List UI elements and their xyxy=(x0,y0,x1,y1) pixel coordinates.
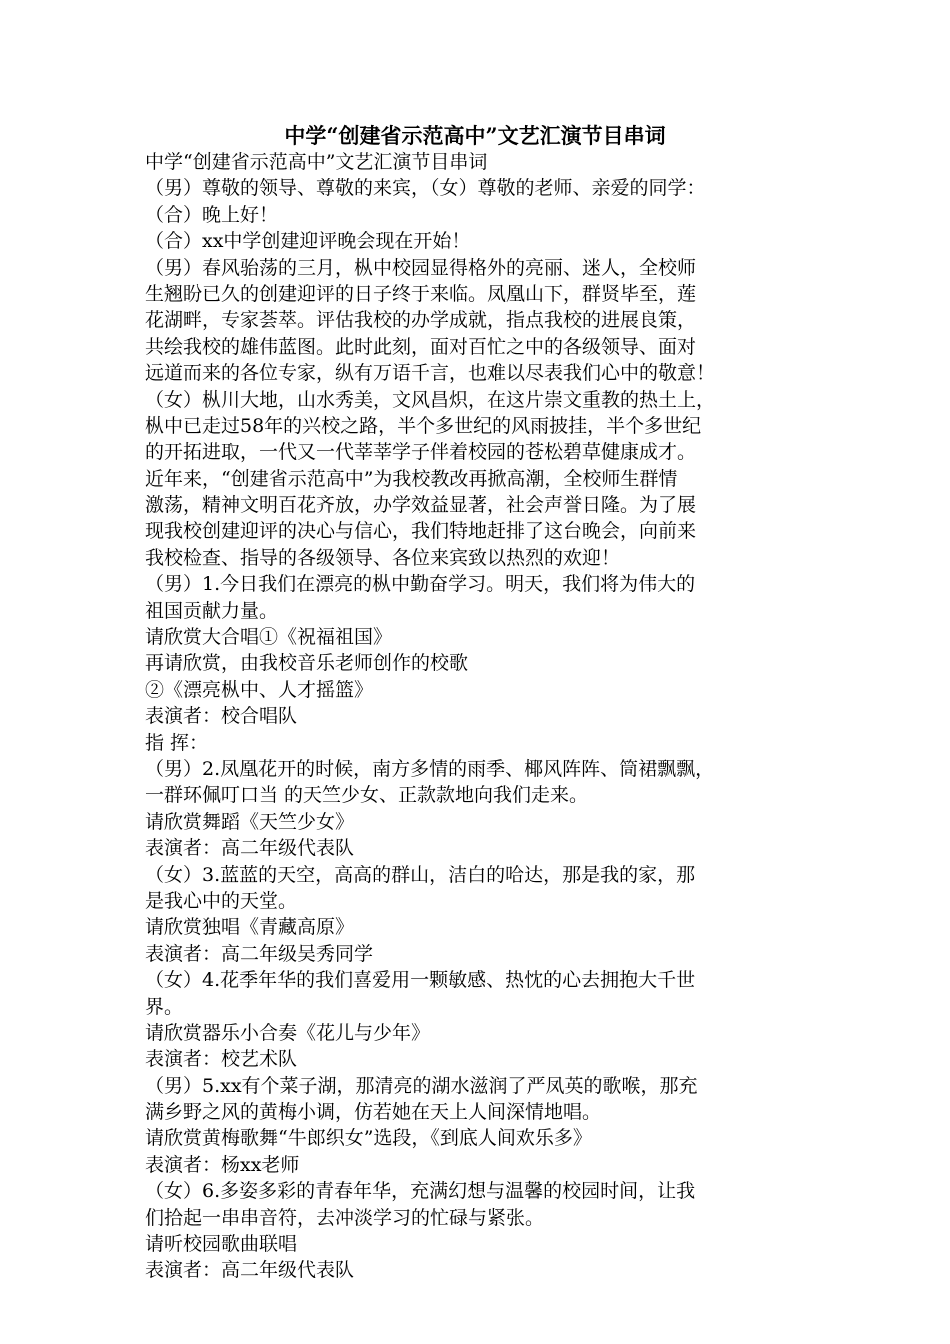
text-line: 一群环佩叮口当 的天竺少女、正款款地向我们走来。 xyxy=(145,784,589,807)
text-line: （男）1.今日我们在漂亮的枞中勤奋学习。明天，我们将为伟大的 xyxy=(145,573,696,596)
text-line: （男）2.凤凰花开的时候，南方多情的雨季、椰风阵阵、筒裙飘飘， xyxy=(145,757,715,780)
text-line: 表演者：校合唱队 xyxy=(145,705,298,728)
text-line: 中学“创建省示范高中”文艺汇演节目串词 xyxy=(145,151,488,173)
text-line: 共绘我校的雄伟蓝图。此时此刻，面对百忙之中的各级领导、面对 xyxy=(145,335,697,358)
text-line: 们拾起一串串音符，去冲淡学习的忙碌与紧张。 xyxy=(145,1206,545,1229)
text-line: 我校检查、指导的各级领导、各位来宾致以热烈的欢迎！ xyxy=(145,546,621,569)
text-line: 请欣赏黄梅歌舞“牛郎织女”选段，《到底人间欢乐多》 xyxy=(145,1127,592,1150)
text-line: （男）尊敬的领导、尊敬的来宾，（女）尊敬的老师、亲爱的同学： xyxy=(145,177,706,200)
text-line: （女）枞川大地，山水秀美，文风昌炽，在这片崇文重教的热土上， xyxy=(145,388,716,411)
text-line: 请欣赏大合唱①《祝福祖国》 xyxy=(145,626,393,649)
text-line: ②《漂亮枞中、人才摇篮》 xyxy=(145,678,374,701)
text-line: 表演者：高二年级吴秀同学 xyxy=(145,942,374,965)
text-line: 祖国贡献力量。 xyxy=(145,599,279,622)
text-line: （男）5.xx有个菜子湖，那清亮的湖水滋润了严凤英的歌喉，那充 xyxy=(145,1074,698,1097)
text-line: 是我心中的天堂。 xyxy=(145,889,298,912)
text-line: 请欣赏器乐小合奏《花儿与少年》 xyxy=(145,1021,431,1044)
text-line: 请欣赏独唱《青藏高原》 xyxy=(145,916,355,939)
document-title: 中学“创建省示范高中”文艺汇演节目串词 xyxy=(284,123,666,148)
text-line: 的开拓进取，一代又一代莘莘学子伴着校园的苍松碧草健康成才。 xyxy=(145,441,697,464)
text-line: 表演者：高二年级代表队 xyxy=(145,837,355,860)
text-line: 满乡野之风的黄梅小调，仿若她在天上人间深情地唱。 xyxy=(145,1101,602,1124)
text-line: （合）晚上好！ xyxy=(145,203,279,226)
text-line: （男）春风骀荡的三月，枞中校园显得格外的亮丽、迷人，全校师 xyxy=(145,256,697,279)
text-line: （女）6.多姿多彩的青春年华，充满幻想与温馨的校园时间，让我 xyxy=(145,1180,696,1203)
text-line: 花湖畔，专家荟萃。评估我校的办学成就，指点我校的进展良策， xyxy=(145,309,697,332)
document-body xyxy=(145,149,815,1284)
text-line: 指 挥： xyxy=(145,731,209,754)
text-line: 近年来，“创建省示范高中”为我校教改再掀高潮，全校师生群情 xyxy=(145,467,678,490)
text-line: 生翘盼已久的创建迎评的日子终于来临。凤凰山下，群贤毕至，莲 xyxy=(145,282,697,305)
text-line: 请听校园歌曲联唱 xyxy=(145,1233,298,1256)
text-line: 表演者：校艺术队 xyxy=(145,1048,298,1071)
text-line: （女）3.蓝蓝的天空，高高的群山，洁白的哈达，那是我的家，那 xyxy=(145,863,696,886)
text-line: 表演者：高二年级代表队 xyxy=(145,1259,355,1282)
text-line: 激荡，精神文明百花齐放，办学效益显著，社会声誉日隆。为了展 xyxy=(145,494,697,517)
text-line: （女）4.花季年华的我们喜爱用一颗敏感、热忱的心去拥抱大千世 xyxy=(145,969,696,992)
text-line: 请欣赏舞蹈《天竺少女》 xyxy=(145,810,355,833)
text-line: 枞中已走过58年的兴校之路，半个多世纪的风雨披挂，半个多世纪 xyxy=(145,414,702,437)
text-line: 再请欣赏，由我校音乐老师创作的校歌 xyxy=(145,652,469,675)
text-line: 现我校创建迎评的决心与信心，我们特地赶排了这台晚会，向前来 xyxy=(145,520,697,543)
text-line: 表演者：杨xx老师 xyxy=(145,1153,300,1176)
text-line: 界。 xyxy=(145,995,184,1018)
text-line: 远道而来的各位专家，纵有万语千言，也难以尽表我们心中的敬意！ xyxy=(145,362,716,385)
text-line: （合）xx中学创建迎评晚会现在开始！ xyxy=(145,230,471,253)
